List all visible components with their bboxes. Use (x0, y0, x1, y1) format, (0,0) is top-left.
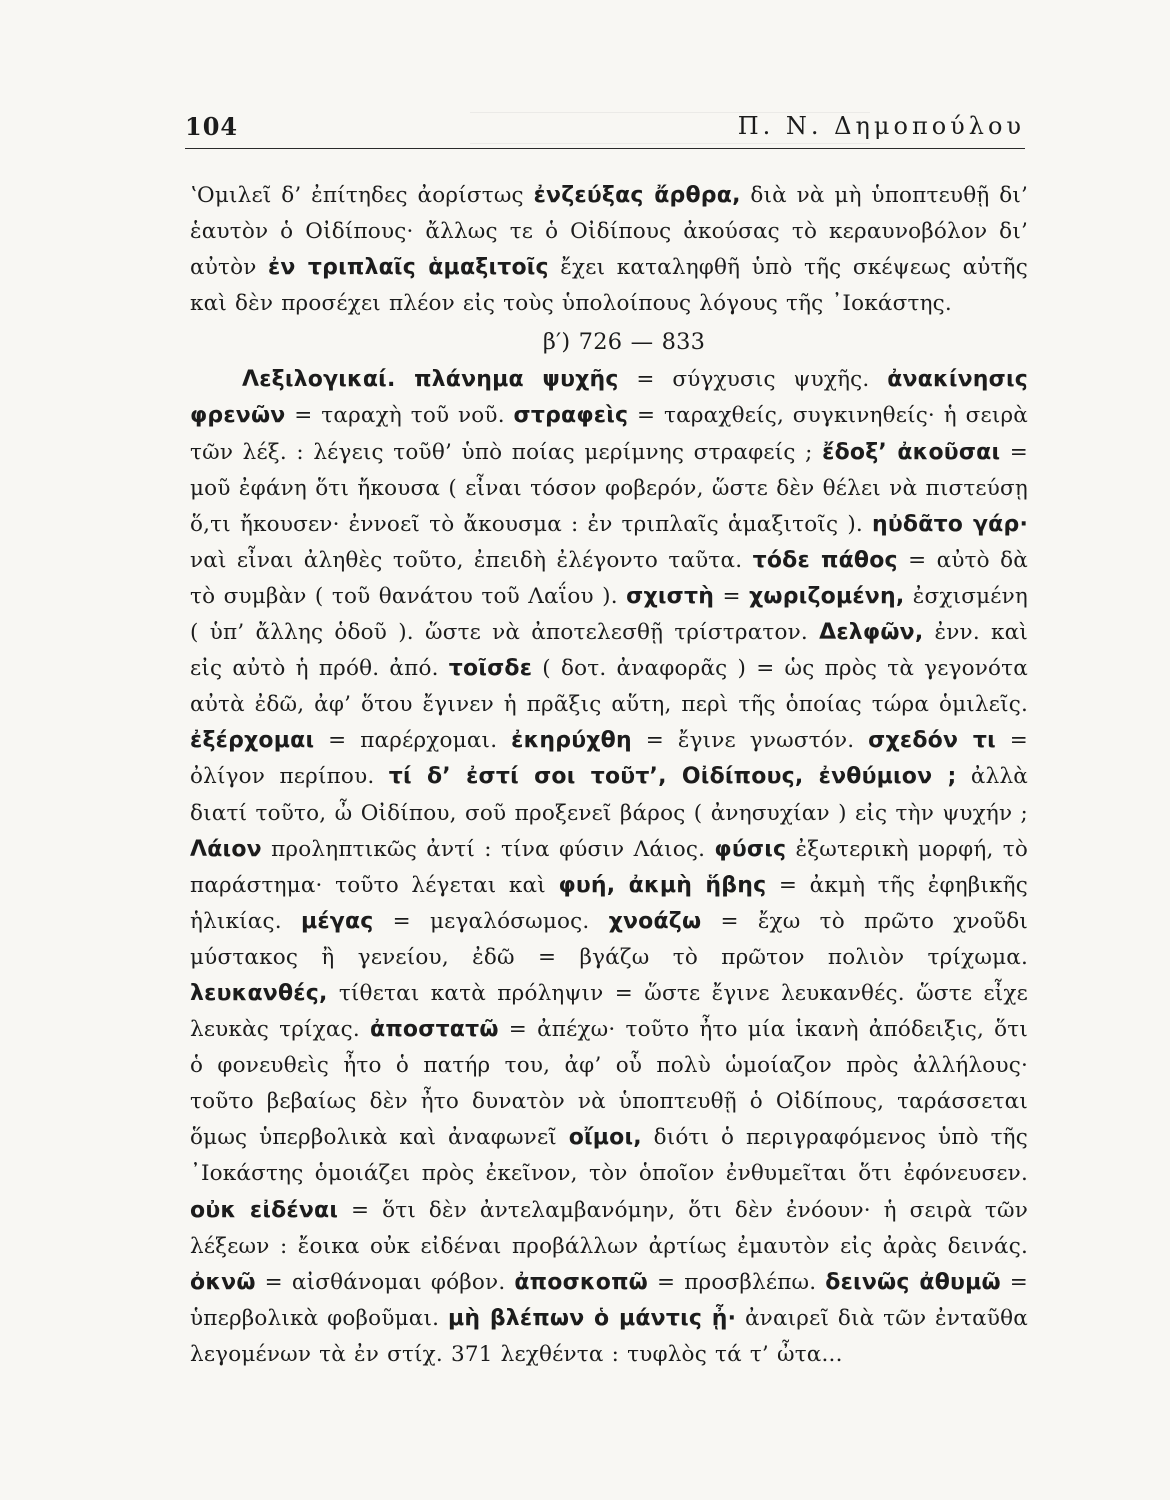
gloss-text: = αὐτὸ δὰ τὸ συμβὰν ( τοῦ θανάτου τοῦ Λαΐου ). (190, 547, 1028, 609)
gloss-text: διὰ νὰ μὴ ὑποπτευθῇ δι’ ἑαυτὸν ὁ Οἰδίπους· ἄλλως τε ὁ Οἰδίπους ἀκούσας τὸ κεραυνοβόλον δι’ αὐτὸν (190, 183, 1028, 281)
bold-lemma: χνοάζω (608, 908, 702, 934)
gloss-text: ʽΟμιλεῖ δ’ ἐπίτηδες ἀορίστως (190, 183, 534, 208)
bold-lemma: χωριζομένη, (749, 583, 905, 609)
bold-lemma: φυή, ἀκμὴ ἥβης (558, 872, 767, 898)
bold-lemma: ἐν τριπλαῖς ἁμαξιτοῖς (267, 255, 549, 281)
gloss-text: = παρέρχομαι. (314, 728, 512, 754)
bold-lemma: Λεξιλογικαί. πλάνημα ψυχῆς (242, 367, 619, 393)
gloss-text: = μοῦ ἐφάνη ὅτι ἤκουσα ( εἶναι τόσον φοβερόν, ὥστε δὲν θέλει νὰ πιστεύσῃ ὅ,τι ἤκουσεν· ἐννοεῖ τὸ ἄκουσμα : ἐν τριπλαῖς ἁμαξιτοῖς ). (190, 439, 1029, 537)
bold-lemma: Δελφῶν, (819, 620, 924, 646)
gloss-text: ἐσχισμένη ( ὑπ’ ἄλλης ὁδοῦ ). ὥστε νὰ ἀποτελεσθῇ τρίστρατον. (190, 583, 1028, 646)
bold-lemma: φύσις (714, 836, 787, 862)
gloss-text: = μεγαλόσωμος. (373, 908, 609, 934)
bold-lemma: μέγας (300, 908, 374, 934)
bold-lemma: ὀκνῶ (190, 1269, 256, 1295)
vocabulary-paragraph (190, 362, 1028, 1373)
gloss-text: = ὑπερβολικὰ φοβοῦμαι. (190, 1269, 1028, 1331)
bold-lemma: ἐνζεύξας ἄρθρα, (533, 183, 741, 208)
gloss-text: προληπτικῶς ἀντί : τίνα φύσιν Λάιος. (261, 836, 715, 862)
gloss-text: = σύγχυσις ψυχῆς. (618, 367, 888, 393)
gloss-text: ἐνν. καὶ εἰς αὐτὸ ἡ πρόθ. ἀπό. (190, 620, 1028, 682)
gloss-text: = αἰσθάνομαι φόβον. (255, 1269, 515, 1295)
bold-lemma: ηὐδᾶτο γάρ· (872, 511, 1028, 537)
gloss-text: = (714, 583, 750, 609)
bold-lemma: δεινῶς ἀθυμῶ (825, 1269, 1001, 1295)
bold-lemma: ἐξέρχομαι (190, 728, 315, 754)
gloss-text: = ἀκμὴ τῆς ἐφηβικῆς ἡλικίας. (190, 872, 1028, 934)
bold-lemma: σχιστὴ (626, 583, 715, 609)
bold-lemma: τί δ’ ἐστί σοι τοῦτ’, Οἰδίπους, ἐνθύμιον ; (388, 764, 957, 790)
gloss-text: = ἔγινε γνωστόν. (631, 728, 869, 754)
bold-lemma: ἐκηρύχθη (511, 728, 632, 754)
bold-lemma: οἴμοι, (568, 1125, 642, 1151)
gloss-text: τίθεται κατὰ πρόληψιν = ὥστε ἔγινε λευκανθές. ὥστε εἶχε λευκὰς τρίχας. (190, 980, 1028, 1043)
gloss-text: = ἔχω τὸ πρῶτο χνοῦδι μύστακος ἢ γενείου, ἐδῶ = βγάζω τὸ πρῶτον πολιὸν τρίχωμα. (190, 908, 1028, 970)
bold-lemma: ἀποστατῶ (370, 1017, 499, 1043)
gloss-text: = προσβλέπω. (648, 1269, 826, 1295)
bold-lemma: τόδε πάθος (752, 547, 898, 573)
gloss-text: ( δοτ. ἀναφορᾶς ) = ὡς πρὸς τὰ γεγονότα αὐτὰ ἐδῶ, ἀφ’ ὅτου ἔγινεν ἡ πρᾶξις αὕτη, περὶ τῆς ὁποίας τώρα ὁμιλεῖς. (190, 656, 1028, 718)
gloss-text: ἀναιρεῖ διὰ τῶν ἐνταῦθα λεγομένων τὰ ἐν στίχ. 371 λεχθέντα : τυφλὸς τά τ’ ὦτα... (190, 1305, 1029, 1367)
bold-lemma: τοῖσδε (448, 656, 533, 682)
gloss-text: = ὅτι δὲν ἀντελαμβανόμην, ὅτι δὲν ἐνόουν· ἡ σειρὰ τῶν λέξεων : ἔοικα οὐκ εἰδέναι προβάλλων ἀρτίως ἐμαυτὸν εἰς ἀρὰς δεινάς. (190, 1197, 1029, 1259)
bold-lemma: σχεδόν τι (868, 728, 996, 754)
running-head (185, 108, 1025, 149)
author-name: Π. Ν. Δημοπούλου (737, 112, 1025, 140)
gloss-text: διότι ὁ περιγραφόμενος ὑπὸ τῆς ᾿Ιοκάστης ὁμοιάζει πρὸς ἐκεῖνον, τὸν ὁποῖον ἐνθυμεῖται ὅτι ἐφόνευσεν. (190, 1125, 1028, 1187)
commentary-paragraph-1 (190, 178, 1028, 322)
page-body (190, 178, 1028, 1373)
bold-lemma: λευκανθές, (190, 980, 328, 1006)
bold-lemma: Λάιον (190, 836, 262, 862)
gloss-text: ἔχει καταληφθῆ ὑπὸ τῆς σκέψεως αὐτῆς καὶ δὲν προσέχει πλέον εἰς τοὺς ὑπολοίπους λόγους τῆς ᾿Ιοκάστης. (190, 255, 1028, 317)
gloss-text: ναὶ εἶναι ἀληθὲς τοῦτο, ἐπειδὴ ἐλέγοντο ταῦτα. (190, 547, 753, 573)
bold-lemma: ἀνακίνησις φρενῶν (190, 367, 1028, 429)
bold-lemma: οὐκ εἰδέναι (190, 1197, 339, 1223)
page-number: 104 (185, 112, 239, 141)
bold-lemma: μὴ βλέπων ὁ μάντις ᾖ· (447, 1305, 737, 1331)
gloss-text: = ἀπέχω· τοῦτο ἦτο μία ἱκανὴ ἀπόδειξις, ὅτι ὁ φονευθεὶς ἦτο ὁ πατήρ του, ἀφ’ οὗ πολὺ ὡμοίαζον πρὸς ἀλλήλους· τοῦτο βεβαίως δὲν ἦτο δυνατὸν νὰ ὑποπτευθῇ ὁ Οἰδίπους, ταράσσεται ὅμως ὑπερβολικὰ καὶ ἀναφωνεῖ (190, 1017, 1029, 1151)
bold-lemma: ἔδοξ’ ἀκοῦσαι (822, 439, 1001, 465)
bold-lemma: ἀποσκοπῶ (514, 1269, 648, 1295)
bold-lemma: στραφεὶς (513, 403, 629, 429)
section-heading: β′) 726 — 833 (542, 329, 706, 356)
gloss-text: = ταραχὴ τοῦ νοῦ. (285, 403, 514, 429)
gloss-text: ἀλλὰ διατί τοῦτο, ὦ Οἰδίπου, σοῦ προξενεῖ βάρος ( ἀνησυχίαν ) εἰς τὴν ψυχήν ; (190, 764, 1028, 826)
gloss-text: = ὀλίγον περίπου. (190, 728, 1029, 790)
gloss-text: = ταραχθείς, συγκινηθείς· ἡ σειρὰ τῶν λέξ. : λέγεις τοῦθ’ ὑπὸ ποίας μερίμνης στραφείς ; (190, 403, 1029, 465)
gloss-text: ἐξωτερικὴ μορφή, τὸ παράστημα· τοῦτο λέγεται καὶ (190, 836, 1029, 898)
